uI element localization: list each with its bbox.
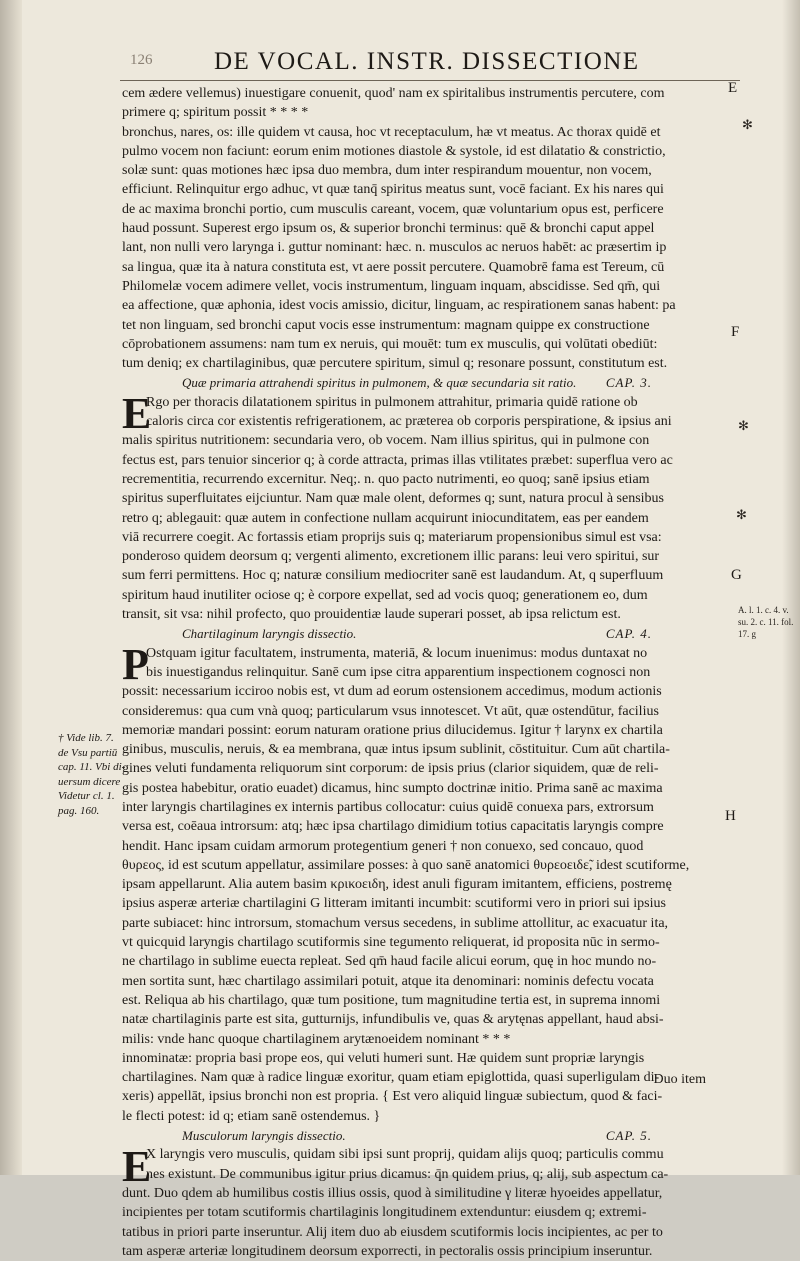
text-line: recrementitia, recurrendo excernitur. Neq;. n. quo pacto nutrimenti, eo quoq; sanē ipsius etiam bbox=[122, 471, 650, 487]
text-line: inter laryngis chartilagines ex internis partibus collocatur: cuius quidē conuexa pars, extrorsum bbox=[122, 799, 654, 815]
text-line: ea affectione, quæ aphonia, idest vocis amissio, dicitur, linguam, ac respirationem sanas habent: pa bbox=[122, 298, 676, 314]
drop-initial: E bbox=[122, 388, 152, 438]
drop-initial: P bbox=[122, 639, 149, 689]
page-header bbox=[120, 48, 740, 81]
marginal-note-line: uersum dicere bbox=[58, 775, 121, 788]
text-line: dunt. Duo qdem ab humilibus costis illius ossis, quod à similitudine γ literæ hyoeides appellatur, bbox=[122, 1185, 663, 1201]
text-line: malis spiritus nutritionem: secundaria vero, ob vocem. Nam illius spiritus, qui in pulmone con bbox=[122, 433, 650, 449]
text-line: tatibus in priori parte inseruntur. Alij item duo ab eiusdem scutiformis locis incipientes, ac per to bbox=[122, 1224, 663, 1240]
text-line: memoriæ mandari possint: eorum naturam oratione prius dilucidemus. Igitur † larynx ex chartila bbox=[122, 722, 663, 738]
text-line: incipientes per totam scutiformis chartilaginis longitudinem extenduntur: eiusdem q; extremi- bbox=[122, 1205, 647, 1221]
text-line: haud possunt. Superest ergo ipsum os, & superior bronchi terminus: quē & bronchi caput appel bbox=[122, 221, 655, 237]
text-line: viā recurrere coegit. Ac fortassis etiam proprijs suis q; materiarum propensionibus simul est vsa: bbox=[122, 529, 662, 545]
text-line: tum deniq; ex chartilaginibus, quæ percutere spiritum, simul q; resonare possunt, constitutum est. bbox=[122, 356, 668, 372]
text-line: consideremus: qua cum vnà quoq; particularum vsus innotescet. Vt aūt, quæ ostendūtur, facilius bbox=[122, 703, 659, 719]
text-line: innominatæ: propria basi prope eos, qui veluti humeri sunt. Hæ quidem sunt propriæ laryngis bbox=[122, 1050, 645, 1066]
text-line: efficiunt. Relinquitur ergo adhuc, vt quæ tanq̄ spiritus meatus sunt, vocē faciant. Ex his nares qui bbox=[122, 182, 664, 198]
body-text bbox=[122, 84, 734, 1261]
running-title: DE VOCAL. INSTR. DISSECTIONE bbox=[214, 48, 640, 75]
text-line: possit: necessarium icciroo nobis est, vt dum ad eorum ostensionem accedimus, modum actionis bbox=[122, 684, 662, 700]
text-line: bronchus, nares, os: ille quidem vt causa, hoc vt receptaculum, hæ vt meatus. Ac thorax quidē et bbox=[122, 124, 661, 140]
page-gutter-right bbox=[782, 0, 800, 1175]
text-line: Ostquam igitur facultatem, instrumenta, materiā, & locum inuenimus: modus duntaxat no bbox=[146, 645, 648, 661]
margin-letter-f: F bbox=[731, 324, 740, 340]
text-line: est. Reliqua ab his chartilago, quæ tum positione, tum magnitudine tertia est, in suprema innomi bbox=[122, 992, 661, 1008]
drop-initial: E bbox=[122, 1141, 152, 1191]
chapter-title: Chartilaginum laryngis dissectio. bbox=[182, 626, 357, 642]
text-line: transit, sit vsa: nihil profecto, quo prouidentiæ laude superari posset, ab ipsa relictum est. bbox=[122, 607, 621, 623]
text-line: Philomelæ vocem adimere vellet, vocis instrumentum, linguam inquam, abscidisse. Sed qm̄, qui bbox=[122, 278, 661, 294]
text-line: versa est, coēaua introrsum: atq; hæc ipsa chartilago dimidium totius capacitatis laryngis compre bbox=[122, 819, 664, 835]
text-line: θυρεος, id est scutum appellatur, assimilare posses: à quo sanē anatomici θυρεοειδε̃, idest scutiforme, bbox=[122, 857, 690, 873]
text-line: ginibus, musculis, neruis, & ea membrana, quæ intus ipsum sublinit, cōstituitur. Cum aūt chartila- bbox=[122, 742, 670, 758]
text-line: ipsam appellarunt. Alia autem basim κρικοειδη, idest anuli figuram imitantem, efficiens, postremę bbox=[122, 877, 672, 893]
text-line: primere q; spiritum possit * * * * bbox=[122, 105, 309, 121]
annotation-mark: ✻ bbox=[738, 418, 749, 433]
text-line: gines veluti fundamenta reliquorum sint corporum: de ipsis prius (clarior siquidem, quæ de reli- bbox=[122, 761, 659, 777]
text-line: pulmo vocem non faciunt: eorum enim motiones diastole & systole, id est dilatatio & constrictio, bbox=[122, 143, 666, 159]
text-line: ipsius asperæ arteriæ chartilagini G litteram imitanti incumbit: scutiformi vero in priori sui ipsius bbox=[122, 896, 666, 912]
text-line: ne chartilago in sublime euecta repleat. Sed qm̄ haud facile alicui eorum, quę in hoc mundo no- bbox=[122, 954, 657, 970]
marginal-note-line: cap. 11. Vbi di- bbox=[58, 761, 126, 773]
margin-letter-g: G bbox=[731, 567, 742, 583]
text-line: cōprobationem assumens: nam tum ex neruis, qui mouēt: tum ex musculis, qui volūtati obediūt: bbox=[122, 336, 658, 352]
text-line: nes existunt. De communibus igitur prius dicamus: q̄n quidem prius, q; alij, sub aspectum ca- bbox=[146, 1166, 669, 1182]
chapter-title: Quæ primaria attrahendi spiritus in pulmonem, & quæ secundaria sit ratio. bbox=[182, 375, 577, 391]
marginal-note-line: † Vide lib. 7. bbox=[58, 732, 114, 744]
text-line: xeris) appellāt, ipsius bronchi non est propria. { Est vero aliquid linguæ subiectum, quod & faci- bbox=[122, 1089, 663, 1105]
text-line: fectus est, pars tenuior sincerior q; à corde attracta, primas illas vtilitates præbet: superflua vero ac bbox=[122, 452, 673, 468]
margin-letter-h: H bbox=[725, 808, 736, 824]
chapter-title: Musculorum laryngis dissectio. bbox=[182, 1128, 346, 1144]
chapter-number: CAP. 3. bbox=[605, 375, 652, 391]
text-line: bis inuestigandus relinquitur. Sanē cum ipse citra apparentium inspectionem cognosci non bbox=[146, 664, 651, 680]
text-line: X laryngis vero musculis, quidam sibi ipsi sunt proprij, quidam alijs quoq; particulis commu bbox=[146, 1147, 664, 1163]
chapter-number: CAP. 5. bbox=[605, 1128, 652, 1144]
marginal-note-line: Videtur cl. 1. bbox=[58, 790, 115, 802]
text-line: de ac maxima bronchi portio, cum musculis careant, vocem, quæ voluntarium opus est, perficere bbox=[122, 201, 664, 217]
marginal-note-line: A. l. 1. c. 4. v. bbox=[738, 605, 789, 615]
catchword: Duo item bbox=[653, 1072, 706, 1087]
text-line: spiritus superfluitates eijciuntur. Nam quæ male olent, deformes q; sunt, natura procul à sensibus bbox=[122, 491, 665, 507]
text-line: sa lingua, quæ ita à natura constituta est, vt aere possit percutere. Quamobrē fama est Tereum, cū bbox=[122, 259, 665, 275]
marginal-note-line: 17. g bbox=[738, 629, 756, 639]
chapter-heading bbox=[122, 624, 734, 643]
chapter-heading bbox=[122, 373, 734, 392]
page-gutter-left bbox=[0, 0, 22, 1175]
text-line: parte subiacet: hinc introrsum, stomachum versus secedens, in sublime attollitur, ac exacuatur ita, bbox=[122, 915, 669, 931]
text-line: le flecti potest: id q; etiam sanē ostendemus. } bbox=[122, 1108, 381, 1124]
text-line: vt quicquid laryngis chartilago scutiformis sine tegumento reliquerat, id proposita nūc in sermo- bbox=[122, 935, 660, 951]
text-line: ponderoso quidem deorsum q; vergenti alimento, excretionem illic parans: leui vero spiritui, sur bbox=[122, 549, 660, 565]
text-line: hendit. Hanc ipsam cuidam armorum protegentium generi † non conuexo, sed concauo, quod bbox=[122, 838, 644, 854]
text-line: sum ferri permittens. Hoc q; naturæ consilium mediocriter sanē est laudandum. At, q superfluum bbox=[122, 568, 664, 584]
text-line: men sortita sunt, hæc chartilago assimilari potuit, atque ita denominari: nominis defectu vocata bbox=[122, 973, 654, 989]
text-line: cem ædere vellemus) inuestigare conuenit, quod' nam ex spiritalibus instrumentis percutere, com bbox=[122, 86, 665, 101]
text-line: milis: vnde hanc quoque chartilaginem arytænoeidem nominant * * * bbox=[122, 1031, 511, 1047]
marginal-note-line: su. 2. c. 11. fol. bbox=[738, 617, 794, 627]
marginal-note-right bbox=[738, 604, 798, 640]
annotation-mark: ✻ bbox=[736, 507, 747, 522]
text-line: caloris circa cor existentis refrigerationem, ac præterea ob corporis perspiratione, & ipsius ani bbox=[146, 414, 672, 430]
text-line: solæ sunt: quas motiones hæc ipsa duo membra, dum inter respirandum mouentur, non vocem, bbox=[122, 163, 652, 179]
marginal-note-line: pag. 160. bbox=[58, 804, 100, 817]
chapter-number: CAP. 4. bbox=[605, 626, 652, 642]
text-line: tam asperæ arteriæ longitudinem deorsum exporrecti, in pectoralis ossis principium inseruntur. bbox=[122, 1243, 653, 1259]
text-line: gis postea habebitur, oratio euadet) dicamus, hinc sumpto doctrinæ initio. Prima sanē ac maxima bbox=[122, 780, 663, 796]
folio-number: 126 bbox=[130, 52, 153, 68]
text-line: tet non linguam, sed bronchi caput vocis esse instrumentum: magnam quippe ex constructione bbox=[122, 317, 650, 333]
marginal-note-left bbox=[58, 731, 126, 818]
annotation-mark: ✻ bbox=[742, 117, 753, 132]
chapter-heading bbox=[122, 1126, 734, 1145]
text-line: retro q; ablegauit: quæ autem in confectione nullam acquirunt iniocunditatem, eas per eandem bbox=[122, 510, 649, 526]
margin-letter-e: E bbox=[728, 80, 738, 96]
text-line: chartilagines. Nam quæ à radice linguæ exoritur, quam etiam epiglottida, quasi superligulam di- bbox=[122, 1070, 660, 1086]
marginal-note-line: de Vsu partiū bbox=[58, 746, 118, 759]
text-line: natæ chartilaginis parte est sita, gutturnijs, infundibulis ve, quas & arytęnas appellant, haud absi- bbox=[122, 1012, 664, 1028]
text-line: spiritum haud inutiliter ociose q; è corpore expellat, sed ad vocis quoq; generationem eo, dum bbox=[122, 587, 648, 603]
text-line: lant, non nulli vero larynga i. guttur nominant: hæc. n. musculos ac neruos habēt: ac præsertim ip bbox=[122, 240, 667, 256]
text-line: Rgo per thoracis dilatationem spiritus in pulmonem attrahitur, primaria quidē ratione ob bbox=[146, 394, 638, 410]
